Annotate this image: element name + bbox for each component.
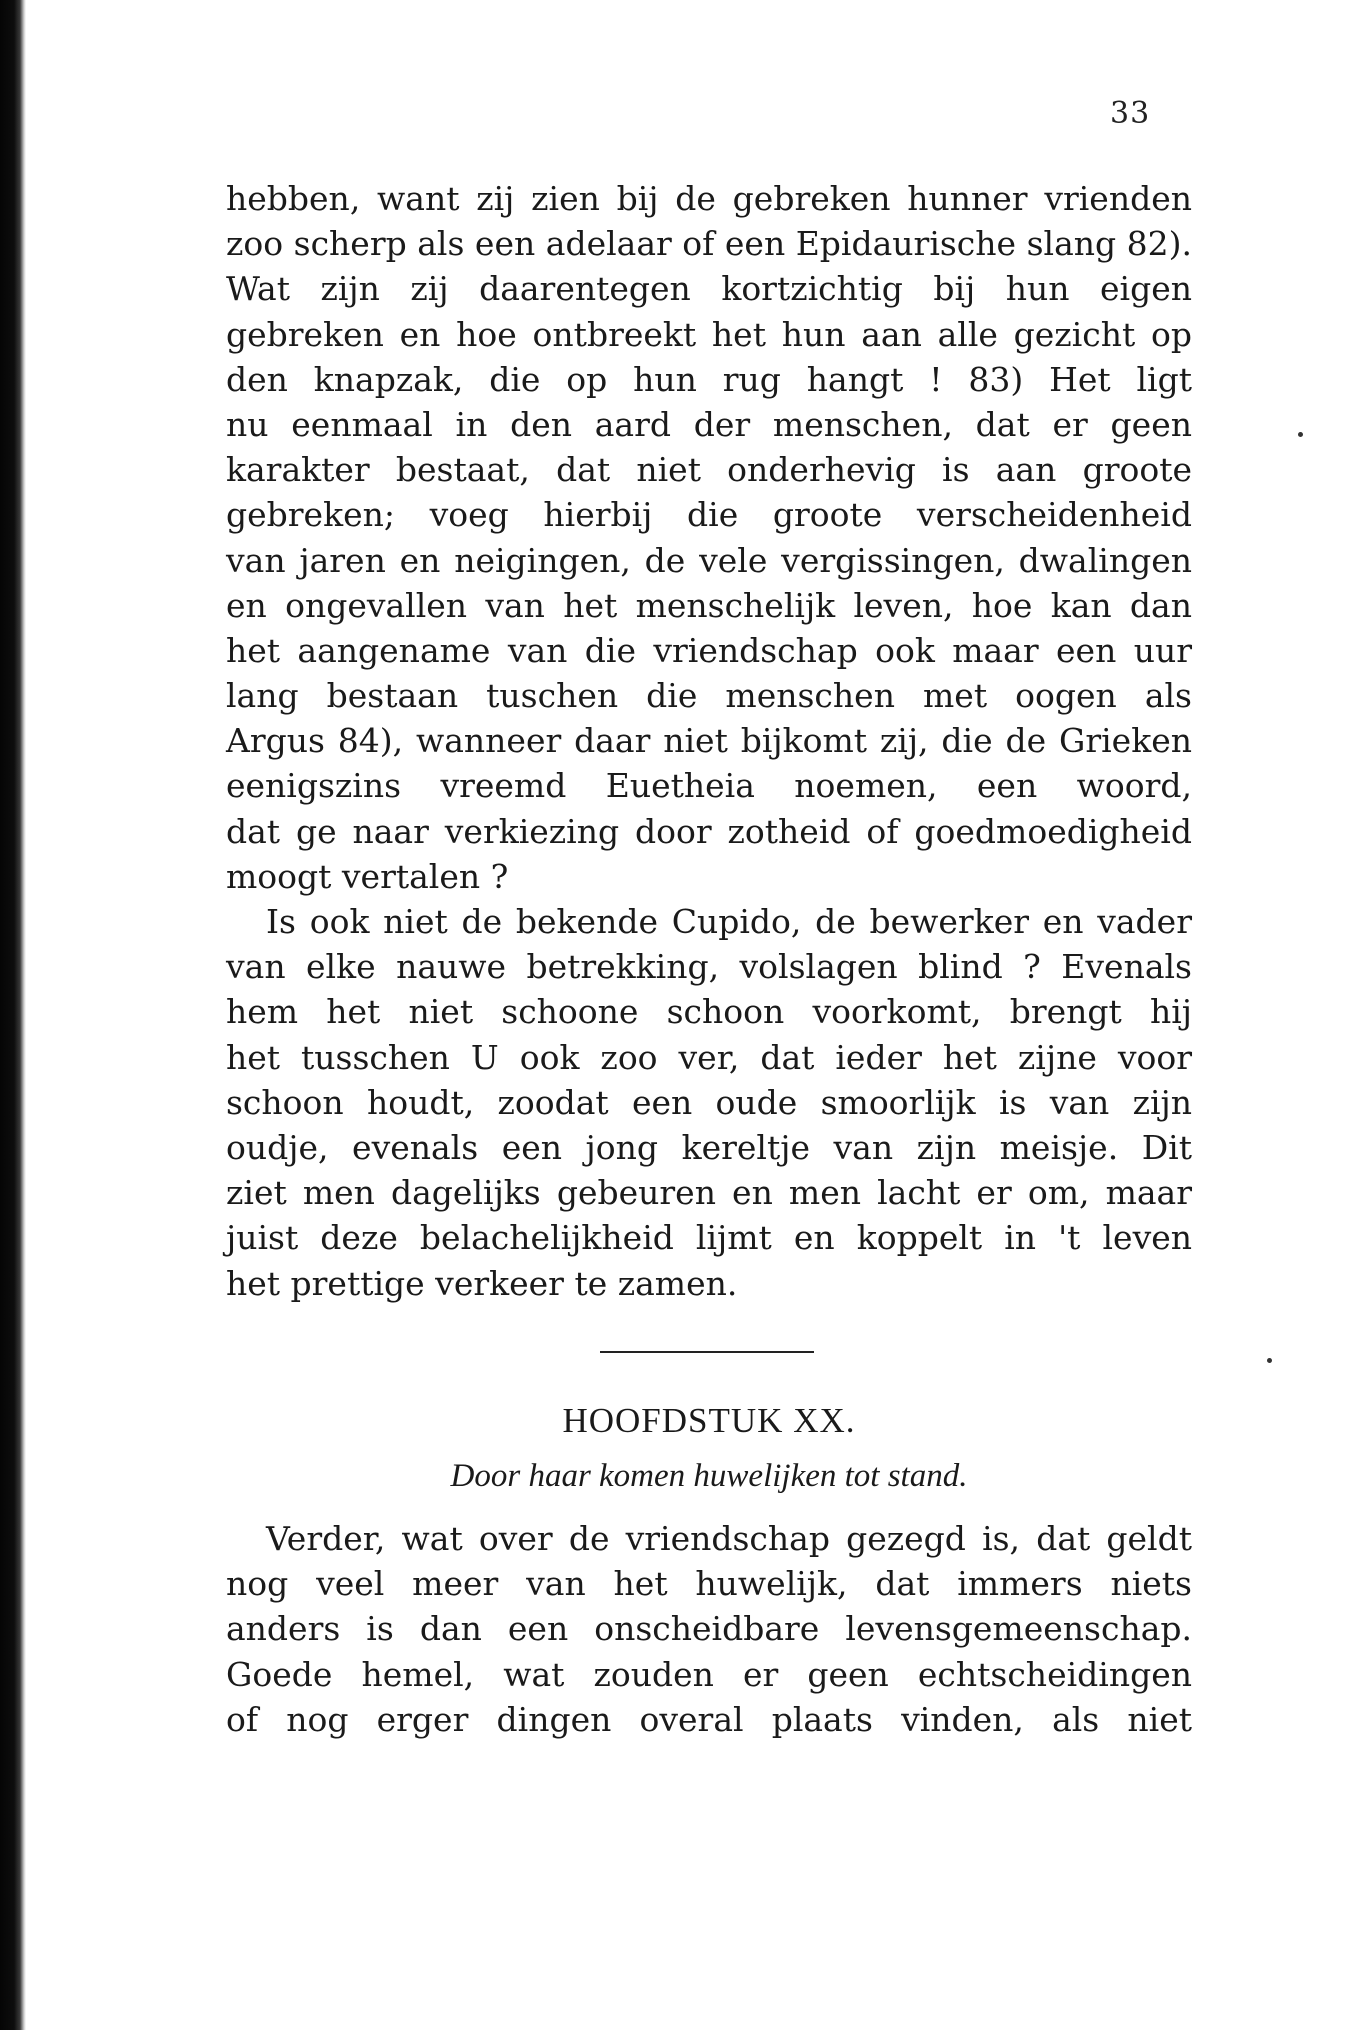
text-line: dat ge naar verkiezing door zotheid of goedmoedigheid — [226, 811, 1192, 851]
text-line: hem het niet schoone schoon voorkomt, brengt hij — [226, 992, 1192, 1032]
text-line: van elke nauwe betrekking, volslagen blind ? Evenals — [226, 947, 1192, 987]
text-line: Goede hemel, wat zouden er geen echtscheidingen — [226, 1654, 1192, 1694]
text-line: hebben, want zij zien bij de gebreken hunner vrienden — [226, 179, 1192, 218]
text-line: het tusschen U ook zoo ver, dat ieder het zijne voor — [226, 1037, 1192, 1077]
text-line: Is ook niet de bekende Cupido, de bewerker en vader — [266, 902, 1192, 941]
text-line: anders is dan een onscheidbare levensgemeenschap. — [226, 1609, 1192, 1649]
section-divider — [600, 1351, 814, 1353]
text-line: karakter bestaat, dat niet onderhevig is aan groote — [226, 450, 1192, 490]
text-line: gebreken; voeg hierbij die groote verscheidenheid — [226, 495, 1192, 535]
text-line: het prettige verkeer te zamen. — [226, 1263, 738, 1303]
paragraph-cupido — [226, 899, 1192, 1306]
text-line: oudje, evenals een jong kereltje van zijn meisje. Dit — [226, 1127, 1192, 1167]
paragraph-friendship-faults — [226, 176, 1192, 899]
text-line: schoon houdt, zoodat een oude smoorlijk is van zijn — [226, 1082, 1192, 1122]
text-line: of nog erger dingen overal plaats vinden, als niet — [226, 1699, 1192, 1739]
text-line: juist deze belachelijkheid lijmt en koppelt in 't leven — [226, 1218, 1192, 1258]
chapter-subtitle: Door haar komen huwelijken tot stand. — [450, 1458, 968, 1494]
text-line: Wat zijn zij daarentegen kortzichtig bij hun eigen — [226, 269, 1192, 309]
text-line: Argus 84), wanneer daar niet bijkomt zij, die de Grieken — [226, 721, 1192, 761]
text-line: den knapzak, die op hun rug hangt ! 83) Het ligt — [226, 359, 1192, 399]
text-line: nog veel meer van het huwelijk, dat immers niets — [226, 1564, 1192, 1604]
text-line: eenigszins vreemd Euetheia noemen, een woord, — [226, 766, 1192, 806]
text-line: het aangename van die vriendschap ook maar een uur — [226, 630, 1192, 670]
text-line: gebreken en hoe ontbreekt het hun aan alle gezicht op — [226, 314, 1192, 354]
chapter-heading: HOOFDSTUK XX. — [562, 1401, 856, 1440]
text-line: van jaren en neigingen, de vele vergissingen, dwalingen — [226, 540, 1192, 580]
print-speck — [1298, 432, 1303, 437]
text-line: moogt vertalen ? — [226, 856, 509, 896]
page-binding-edge — [0, 0, 26, 2030]
page-number: 33 — [1110, 96, 1151, 131]
paragraph-marriage — [226, 1516, 1192, 1742]
text-line: ziet men dagelijks gebeuren en men lacht er om, maar — [226, 1173, 1192, 1213]
print-speck — [1267, 1358, 1272, 1363]
text-line: nu eenmaal in den aard der menschen, dat er geen — [226, 404, 1192, 444]
text-line: Verder, wat over de vriendschap gezegd is, dat geldt — [266, 1519, 1192, 1558]
text-line: lang bestaan tuschen die menschen met oogen als — [226, 676, 1192, 716]
text-line: zoo scherp als een adelaar of een Epidaurische slang 82). — [226, 224, 1192, 264]
text-line: en ongevallen van het menschelijk leven, hoe kan dan — [226, 585, 1192, 625]
